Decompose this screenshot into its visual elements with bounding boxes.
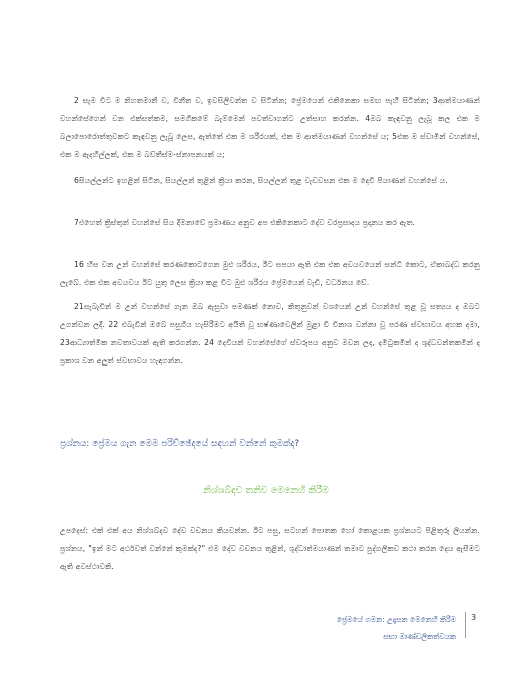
body-paragraph-4: 16 හිස වන උන් වහන්සේ කරණකොටගෙන මුළු ශරීරය, ඊට සපයා ඇති එක එක අවයවයෙන් සන්ධි කොට, ඒකාබද්ධ කරනු ලැබේ. එක එක අවයවය ඊට යුතු ලෙස ක්‍රියා කළ විට මුළු ශරීරය ප්‍රේමයෙන් වැඩී, වර්ධනය වේ. bbox=[60, 260, 480, 287]
instructions-paragraph: උපදෙස්: එක් එක් අය නිශ්ශබ්දව දේව වචනය කියවන්න. ඊට පසු, සටහන් පොතක හෝ කොළයක ප්‍රශ්නයට පිළිතුරු ලියන්න. ප්‍රශ්නය, "ඉන් මට අර්ථවත් වන්නේ කුමක්ද?" එම දේව වචනය තුළින්, ශුද්ධාත්මයාණන් තමාට පුද්ගලිකව කථා කරන දෙය ඇසීමට ඇති අවස්ථාවකි. bbox=[60, 526, 480, 571]
footer-subtitle: සභා මාණ්ඩලිකත්වයක bbox=[383, 632, 456, 641]
body-paragraph-5: 21සැබැවින් ම උන් වහන්සේ ගැන ඔබ ඇසුවා පමණක් නොව, කිතුනුවන් වශයෙන් උන් වහන්සේ තුළ වූ සත්‍යය ද ඔබට උගන්වන ලදී. 22 එබැවින් ඔබේ පසුගිය හැසිරීමට අයිති වූ භෂ්ණාවෙලින් මුළා වී විනාශ වන්නා වූ පරණ ස්වභාවය අහක දමා, 23ආධ්‍යාත්මික නවතාවයක් ඇති කරගන්න. 24 දෙවියන් වහන්සේගේ ස්වරූපය අනුව මවන ලද, දමිටුකමින් ද ශුද්ධවන්තකමින් ද ප්‍රකාශ වන අලුත් ස්වභාවය හැඳගන්න. bbox=[60, 302, 480, 365]
body-paragraph-2: 6සියල්ලන්ට ඉහළින් සිටින, සියල්ලන් තුළින් ක්‍රියා කරන, සියල්ලන් තුළ වැඩවසන එක ම දෙවි පියාණන් වහන්සේ ය. bbox=[74, 176, 448, 185]
section-heading: නිශ්ශබ්දව තනිව මෙනෙහි කිරීම bbox=[203, 485, 329, 496]
page-number: 3 bbox=[471, 613, 477, 622]
question-text: ප්‍රශ්නය: ප්‍රේමය ගැන මෙම පරිච්ඡේදයේ සඳහන් වන්නේ කුමක්ද? bbox=[60, 439, 300, 449]
footer-divider bbox=[465, 612, 466, 638]
body-paragraph-3: 7එහෙත් ක්‍රිස්තුන් වහන්සේ සිය දීමනාවේ ප්‍රමාණය අනුව අප එකිනෙකාට දේව වරප්‍රසාදය ප්‍රදානය කර ඇත. bbox=[74, 218, 416, 227]
body-paragraph-1: 2 සැම විට ම නිහතමානී ව, විනීත ව, ඉවසිලිවන්ත ව සිටින්න; ප්‍රේමයෙන් එකිනෙකා සමඟ පැහී සිටින්න; 3ආත්මයාණන් වහන්සේගෙන් වන එක්සත්කම, සමගිකමේ බැම්මෙන් පවත්වාගන්ට උත්සාහ කරන්න. 4ඔබ කැඳවනු ලැබූ කල එක ම බලාපොරොත්තුවකට කැඳවනු ලැබූ ලෙස, ඇත්තේ එක ම ශරීරයක්, එක ම ආත්මයාණන් වහන්සේ ය; 5එක ම ස්වාමීන් වහන්සේ, එක ම ඇදහිල්ලක්, එක ම බව්තීස්ම-ස්නාපනයක් ය; bbox=[60, 96, 480, 159]
footer-title: ප්‍රේමයේ ගමන: උදෑසන මෙනෙහි කිරීම bbox=[336, 615, 456, 624]
